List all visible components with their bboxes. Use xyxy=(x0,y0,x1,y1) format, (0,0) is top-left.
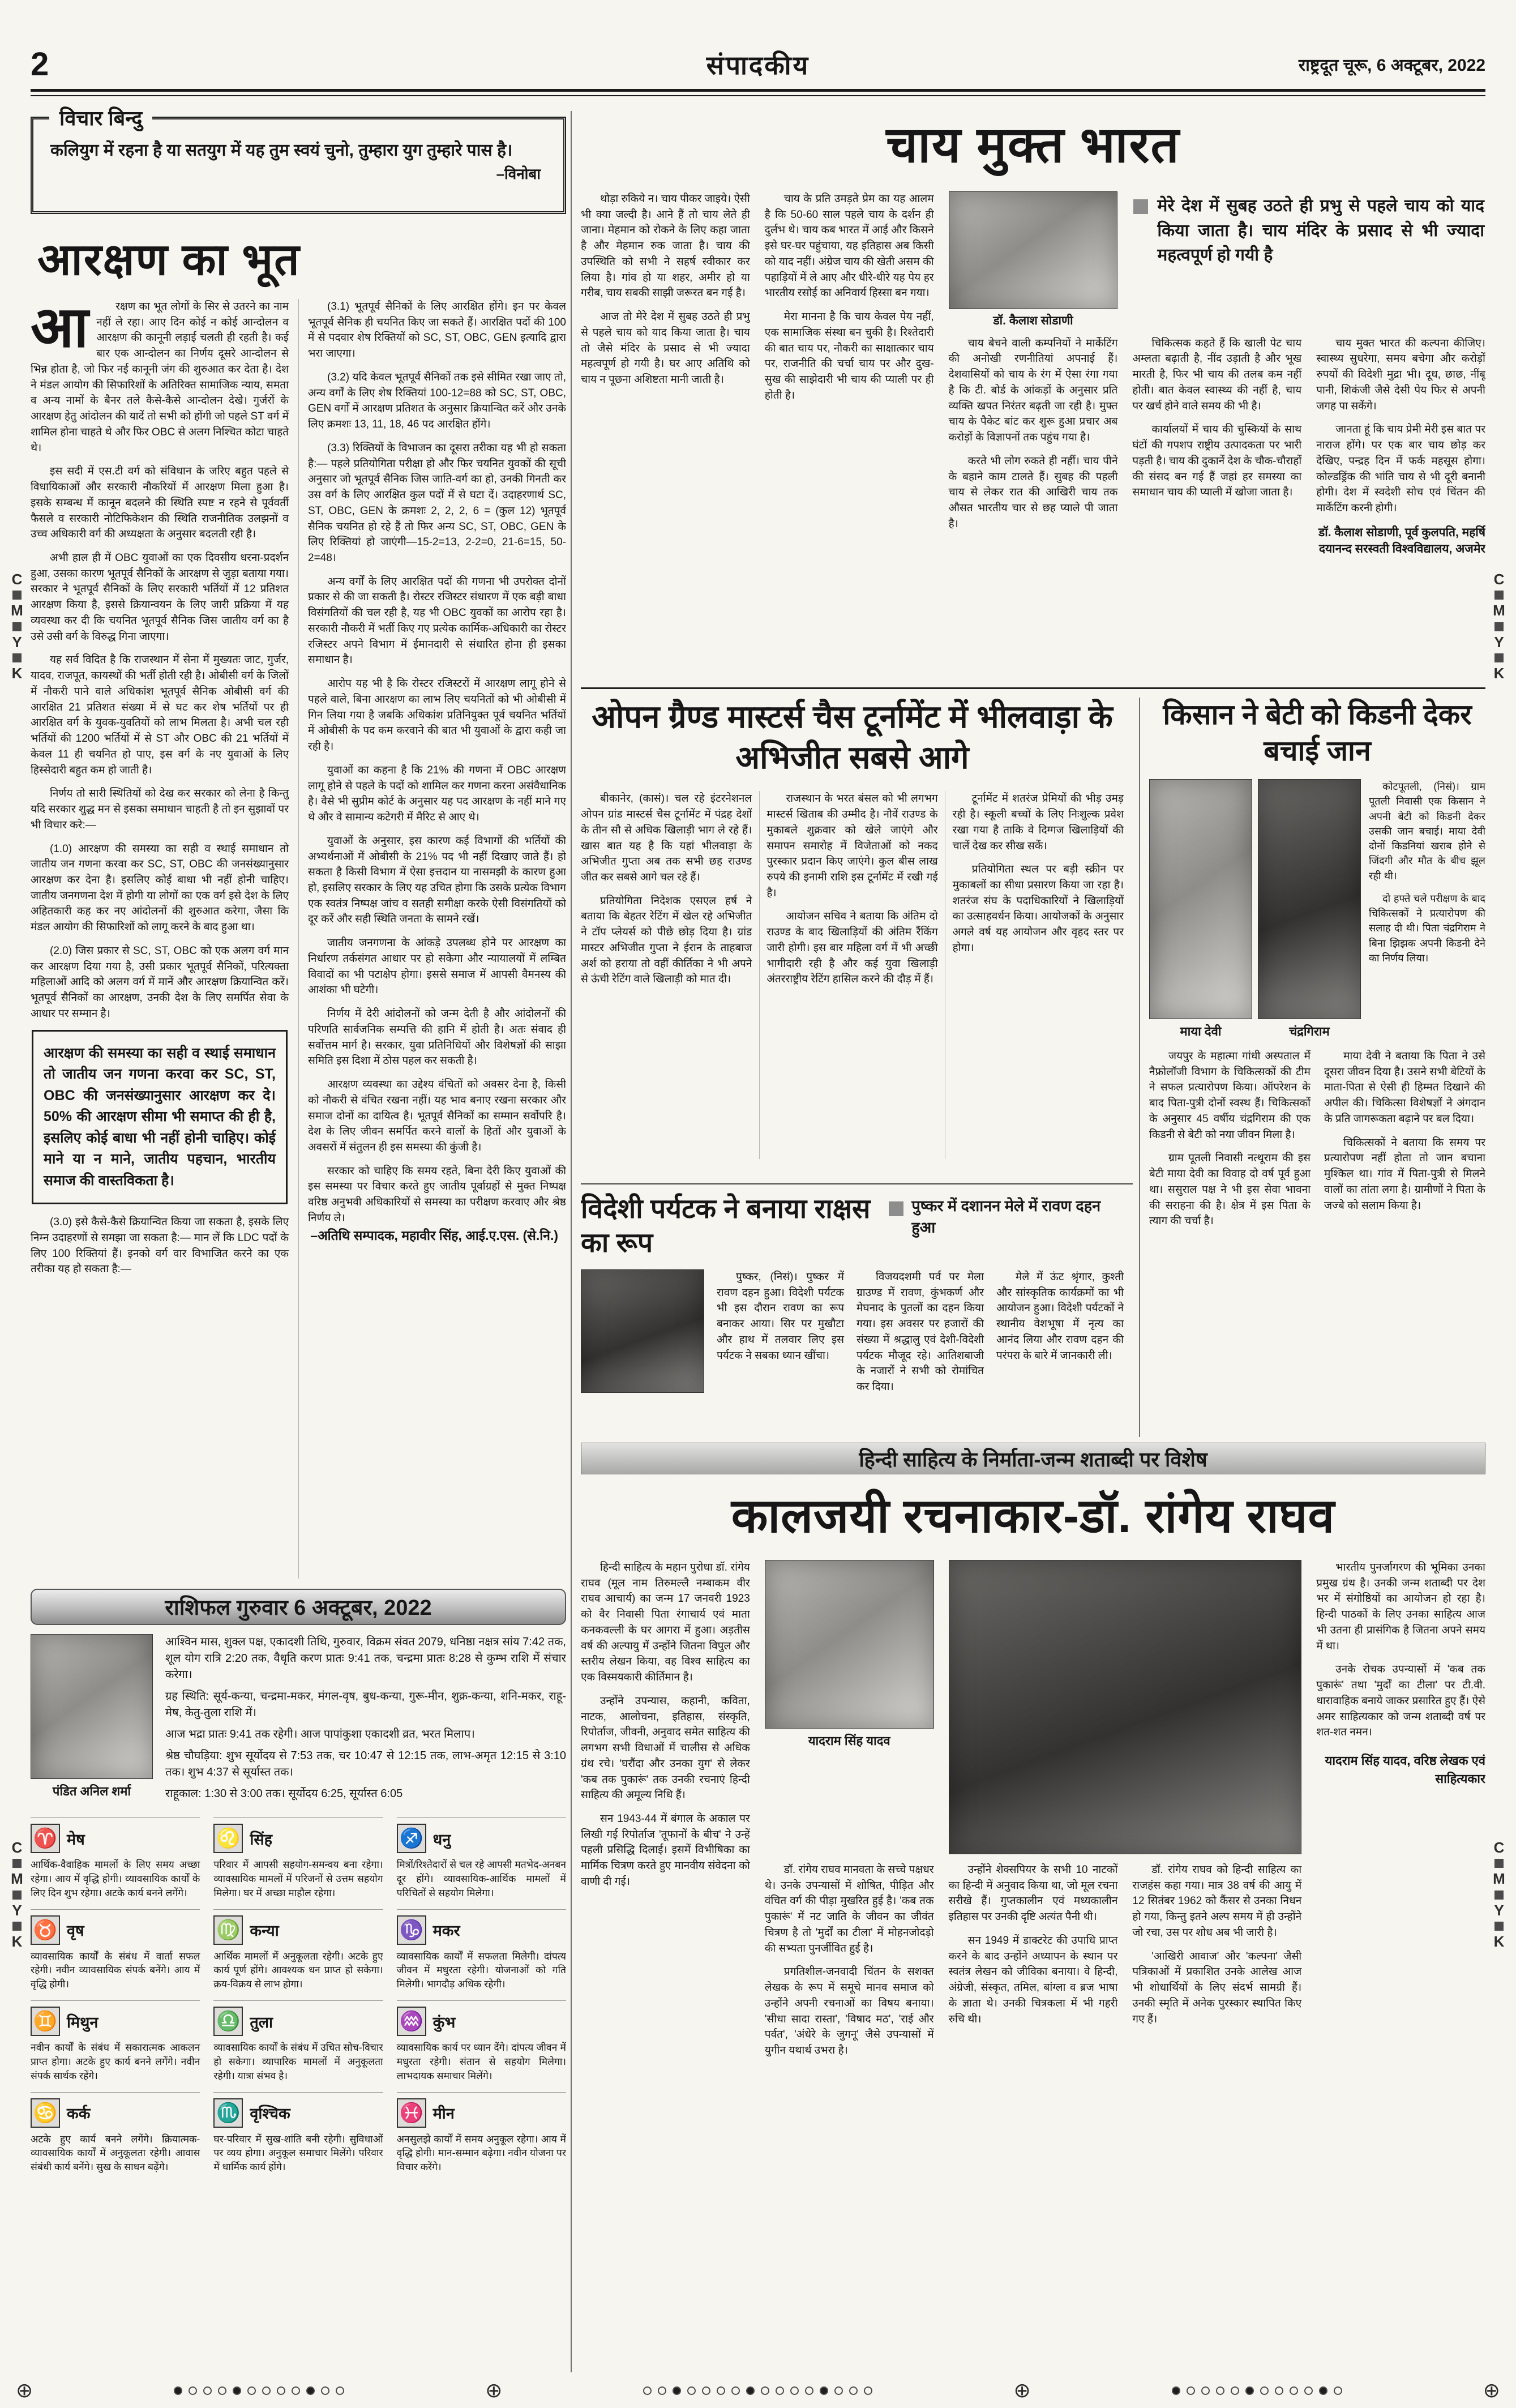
rashifal-intro xyxy=(165,1634,566,1807)
color-dot xyxy=(1319,2386,1327,2395)
color-dot xyxy=(233,2386,241,2395)
color-dot xyxy=(247,2386,256,2395)
zodiac-text: आर्थिक-वैवाहिक मामलों के लिए समय अच्छा रहेगा। आय में वृद्धि होगी। व्यावसायिक कार्यों के लिए दिन शुभ रहेगा। अटके कार्य बनने लगेंगे। xyxy=(31,1859,200,1898)
zodiac-icon: ♏ xyxy=(213,2098,243,2128)
color-dot xyxy=(776,2386,784,2395)
maya-devi-figure xyxy=(1149,779,1252,1040)
zodiac-cell xyxy=(31,1909,200,1992)
zodiac-cell xyxy=(213,1909,383,1992)
cmyk-letter: M xyxy=(11,602,23,619)
zodiac-text: परिवार में आपसी सहयोग-समन्वय बना रहेगा। व्यावसायिक मामलों में परिजनों से उत्तम सहयोग मिलेगा। घर में अच्छा माहौल रहेगा। xyxy=(213,1859,383,1898)
zodiac-text: आर्थिक मामलों में अनुकूलता रहेगी। अटके हुए कार्य पूर्ण होंगे। आवश्यक धन प्राप्त हो सकेगा। क्रय-विक्रय से लाभ होगा। xyxy=(213,1950,383,1990)
paragraph: भारतीय पुनर्जागरण की भूमिका उनका प्रमुख ग्रंथ है। उनकी जन्म शताब्दी पर देश भर में संगोष्ठियों का आयोजन हो रहा है। हिन्दी पाठकों के लिए उनका साहित्य आज भी उतना ही प्रासंगिक है जितना अपने समय में था। xyxy=(1316,1562,1485,1652)
zodiac-text: अनसुलझे कार्यों में समय अनुकूल रहेगा। आय में वृद्धि होगी। मान-सम्मान बढ़ेगा। नवीन योजना पर विचार करेंगे। xyxy=(396,2133,566,2173)
masthead xyxy=(31,40,1485,92)
paragraph: राजस्थान के भरत बंसल को भी लगभग मास्टर्स खिताब की उम्मीद है। नौवें राउण्ड के मुकाबले शुक्रवार को खेले जाएंगे और समापन समारोह में विजेताओं को नकद पुरस्कार प्रदान किए जाएंगे। कुल बीस लाख रुपये की इनामी राशि इस टूर्नामेंट में रखी गई है। xyxy=(766,793,938,899)
maya-devi-photo xyxy=(1149,779,1252,1019)
kidney-headline: किसान ने बेटी को किडनी देकर बचाई जान xyxy=(1163,699,1472,767)
zodiac-icon: ♉ xyxy=(31,1915,60,1945)
vichar-author: –विनोबा xyxy=(496,165,541,182)
chandgiram-photo xyxy=(1258,779,1361,1019)
color-dot xyxy=(1201,2386,1210,2395)
cmyk-letter: K xyxy=(1493,664,1505,682)
rangeya-col-1 xyxy=(581,1560,750,2357)
paragraph: युवाओं के अनुसार, इस कारण कई विभागों की भर्तियों की अभ्यर्थनाओं में ओबीसी के 21% पद भी नहीं दिखाए जाते हैं। हो सकता है किसी विभाग में ऐसा इत्तदान या नासमझी के कारण हुआ हो, इसलिए सरकार के लिए यह उचित होगा कि उसके प्रत्येक विभाग एक स्वतंत्र निष्पक्ष जांच व सतही समीक्षा करके ऐसी विसंगतियों को दूर करें और सही स्थिति जनता के सामने रखें। xyxy=(308,835,566,926)
color-dot xyxy=(1216,2386,1224,2395)
dot-group xyxy=(1172,2386,1342,2395)
paragraph: 'आखिरी आवाज' और 'कल्पना' जैसी पत्रिकाओं में प्रकाशित उनके आलेख आज भी शोधार्थियों के लिए संदर्भ सामग्री हैं। उनकी स्मृति में अनेक पुरस्कार स्थापित किए गए हैं। xyxy=(1132,1950,1302,2025)
article-chess xyxy=(581,696,1133,1181)
zodiac-name: सिंह xyxy=(250,1830,272,1848)
paragraph: (3.1) भूतपूर्व सैनिकों के लिए आरक्षित होंगे। इन पर केवल भूतपूर्व सैनिक ही चयनित किए जा सकते हैं। आरक्षित पदों की 100 में से पदवार शेष रिक्तियों को SC, ST, OBC, GEN इत्यादि द्वारा भरा जाएगा। xyxy=(308,301,566,360)
paragraph: निर्णय में देरी आंदोलनों को जन्म देती है और आंदोलनों की परिणति सार्वजनिक सम्पत्ति की हानि में होती है। अतः संवाद ही सर्वोत्तम मार्ग है। सरकार, युवा प्रतिनिधियों और विशेषज्ञों की साझा समिति इस दिशा में ठोस पहल कर सकती है। xyxy=(308,1008,566,1067)
color-dot xyxy=(643,2386,652,2395)
print-color-strip xyxy=(0,2377,1516,2404)
chai-col-5 xyxy=(1316,336,1485,682)
section-title: संपादकीय xyxy=(706,50,810,80)
zodiac-cell xyxy=(213,1817,383,1900)
zodiac-text: नवीन कार्यों के संबंध में सकारात्मक आकलन प्राप्त होगा। अटके हुए कार्य बनने लगेंगे। नवीन संपर्क सार्थक रहेंगे। xyxy=(31,2042,200,2081)
paragraph: चिकित्सकों ने बताया कि समय पर प्रत्यारोपण नहीं होता तो जान बचाना मुश्किल था। गांव में पिता-पुत्री से मिलने वालों का तांता लगा है। ग्रामीणों ने पिता के जज्बे को सलाम किया है। xyxy=(1324,1136,1485,1212)
paragraph: मेले में ऊंट श्रृंगार, कुश्ती और सांस्कृतिक कार्यक्रमों का भी आयोजन हुआ। विदेशी पर्यटकों ने स्थानीय वेशभूषा में नृत्य का आनंद लिया और रावण दहन की परंपरा के बारे में जानकारी ली। xyxy=(996,1271,1124,1362)
aarakshan-intro xyxy=(31,299,289,1022)
paragraph: करते भी लोग रुकते ही नहीं। चाय पीने के बहाने काम टालते हैं। सुबह की पहली चाय से लेकर रात की आखिरी चाय तक औसत भारतीय चार से छह प्याले पी जाता है। xyxy=(948,455,1118,530)
paragraph: यह सर्व विदित है कि राजस्थान में सेना में मुख्यतः जाट, गुर्जर, यादव, राजपूत, कायस्थों की भर्ती होती रही है। ओबीसी वर्ग के जिलों में नौकरी पाने वाले अधिकांश भूतपूर्व सैनिक ओबीसी वर्ग की आरक्षित 21 प्रतिशत संख्या में से घट कर शेष भर्तियों पर ही आरक्षित वर्ग के युवक-युवतियों को लाभ मिलता है। अभी चल रही भर्तियों की 1200 भर्तियों में से ST और OBC की 21 भर्तियों में केवल 11 ही चयनित हो पाए, इस वर्ग के नए युवाओं के लिए हिस्सेदारी बहुत कम हो जाती है। xyxy=(31,654,289,776)
zodiac-icon: ♋ xyxy=(31,2098,60,2128)
chai-col-3 xyxy=(949,336,1118,682)
rangeya-col-5 xyxy=(1316,1560,1485,2357)
color-dot xyxy=(1275,2386,1283,2395)
paragraph: ग्राम पूतली निवासी नत्थूराम की इस बेटी माया देवी का विवाह दो वर्ष पूर्व हुआ था। ससुराल पक्ष ने भी इस सेवा भावना की सराहना की है। क्षेत्र में इस पिता के त्याग की चर्चा है। xyxy=(1149,1152,1311,1227)
paragraph: (3.2) यदि केवल भूतपूर्व सैनिकों तक इसे सीमित रखा जाए तो, अन्य वर्गों के लिए शेष रिक्तियां 100-12=88 को SC, ST, OBC, GEN वर्गों में आरक्षण प्रतिशत के अनुसार क्रियान्वित करें और उनके लिए क्रमशः 13, 11, 18, 46 पद आरक्षित होंगे। xyxy=(308,371,566,431)
ravan-headline: विदेशी पर्यटक ने बनाया राक्षस का रूप xyxy=(581,1194,871,1258)
paragraph: ग्रह स्थिति: सूर्य-कन्या, चन्द्रमा-मकर, मंगल-वृष, बुध-कन्या, गुरू-मीन, शुक्र-कन्या, शनि-मकर, राहू-मेष, केतु-तुला राशि में। xyxy=(165,1690,566,1719)
paragraph: कार्यालयों में चाय की चुस्कियों के साथ घंटों की गपशप राष्ट्रीय उत्पादकता पर भारी पड़ती है। चाय की दुकानें देश के चौक-चौराहों की संसद बन गई हैं जहां हर समस्या का समाधान चाय की प्याली में खोजा जाता है। xyxy=(1132,424,1302,499)
paragraph: आश्विन मास, शुक्ल पक्ष, एकादशी तिथि, गुरुवार, विक्रम संवत 2079, धनिष्ठा नक्षत्र सांय 7:42 तक, शूल योग रात्रि 2:20 तक, वैधृति करण प्रातः 9:41 तक, चन्द्रमा प्रातः 8:28 से कुम्भ राशि में संचार करेगा। xyxy=(165,1636,566,1681)
paragraph: अन्य वर्गों के लिए आरक्षित पदों की गणना भी उपरोक्त दोनों प्रकार से की जा सकती है। रोस्टर रजिस्टर संधारण में एक बड़ी बाधा विसंगतियों की चल रही है, यह भी OBC युवकों का आरोप रहा है। सरकारी नौकरी में भर्ती किए गए प्रत्येक कार्मिक-अधिकारी का रोस्टर रजिस्टर अपने विभाग में ईमानदारी से संधारित होना ही इसका समाधान है। xyxy=(308,575,566,666)
paragraph: श्रेष्ठ चौघड़िया: शुभ सूर्योदय से 7:53 तक, चर 10:47 से 12:15 तक, लाभ-अमृत 12:15 से 3:10 तक। शुभ 4:37 से सूर्यास्त तक। xyxy=(165,1750,566,1778)
color-dot xyxy=(702,2386,710,2395)
chess-headline: ओपन ग्रैण्ड मास्टर्स चैस टूर्नामेंट में भीलवाड़ा के अभिजीत सबसे आगे xyxy=(592,699,1113,775)
chai-col-4 xyxy=(1132,336,1301,682)
zodiac-icon: ♑ xyxy=(397,1915,426,1945)
color-dot xyxy=(1231,2386,1239,2395)
zodiac-cell xyxy=(213,2092,383,2175)
chai-headline: चाय मुक्त भारत xyxy=(886,117,1180,173)
zodiac-icon: ♎ xyxy=(213,2007,243,2036)
zodiac-cell xyxy=(397,2000,566,2083)
paragraph: (3.0) इसे कैसे-कैसे क्रियान्वित किया जा सकता है, इसके लिए निम्न उदाहरणों से समझा जा सकता है:— मान लें कि LDC पदों के लिए 100 रिक्तियां हैं। इनको वर्ग वार विभाजित करने का एक तरीका यह हो सकता है:— xyxy=(31,1216,289,1276)
chandgiram-figure xyxy=(1258,779,1361,1040)
color-dot xyxy=(717,2386,725,2395)
kidney-side-column xyxy=(1369,779,1485,1040)
paragraph: आरोप यह भी है कि रोस्टर रजिस्टरों में आरक्षण लागू होने से पहले वाले, बिना आरक्षण का लाभ लिए चयनितों को भी ओबीसी में गिन लिया गया है जबकि अधिकांश प्रतिनियुक्त पूर्व चयनित भर्तियों में ओबीसी के पद कम करवाने की बात भी युवाओं के द्वारा कही जा रही है। xyxy=(308,678,566,753)
cmyk-letter: Y xyxy=(12,633,22,651)
zodiac-text: घर-परिवार में सुख-शांति बनी रहेगी। सुविधाओं पर व्यय होगा। अनुकूल समाचार मिलेंगे। परिवार में धार्मिक कार्य होंगे। xyxy=(213,2133,383,2173)
cmyk-letter: C xyxy=(1493,571,1505,588)
paragraph: आरक्षण व्यवस्था का उद्देश्य वंचितों को अवसर देना है, किसी को नौकरी से वंचित रखना नहीं। यह भाव बनाए रखना सरकार और समाज दोनों का दायित्व है। भूतपूर्व सैनिकों का सम्मान सर्वोपरि है। देश के लिए जीवन समर्पित करने वालों के हितों और युवाओं के अवसरों में संतुलन ही इस समस्या की कुंजी है। xyxy=(308,1079,566,1153)
pandit-caption: पंडित अनिल शर्मा xyxy=(52,1784,131,1798)
kidney-body xyxy=(1149,1049,1485,1377)
zodiac-name: मीन xyxy=(432,2105,455,2123)
pandit-photo-figure xyxy=(31,1634,153,1807)
color-dot xyxy=(262,2386,271,2395)
color-dot xyxy=(746,2386,755,2395)
color-dot xyxy=(321,2386,329,2395)
article-aarakshan xyxy=(31,228,566,1581)
color-dot xyxy=(1260,2386,1269,2395)
chai-sign-off: डॉ. कैलाश सोडाणी, पूर्व कुलपति, महर्षि दयानन्द सरस्वती विश्वविद्यालय, अजमेर xyxy=(1318,525,1485,556)
paragraph: सन 1949 में डाक्टरेट की उपाधि प्राप्त करने के बाद उन्होंने अध्यापन के स्थान पर स्वतंत्र लेखन को जीविका बनाया। वे हिन्दी, अंग्रेजी, संस्कृत, तमिल, बांग्ला व ब्रज भाषा के ज्ञाता थे। उनकी चित्रकला में भी गहरी रुचि थी। xyxy=(948,1934,1118,2025)
color-dot xyxy=(790,2386,799,2395)
paragraph: रक्षण का भूत लोगों के सिर से उतरने का नाम नहीं ले रहा। आए दिन कोई न कोई आन्दोलन व आरक्षण की कानूनी लड़ाई चलती ही रहती है। कई बार एक आन्दोलन का निर्णय दूसरे आन्दोलन से भिन्न होता है, जो फिर नई कानूनी जंग की शुरुआत कर देता है। देश ने मंडल आयोग की सिफारिशों के अतिरिक्त सामाजिक न्याय, समता व अन्य नामों के बैनर तले कैसे-कैसे आन्दोलन देखे। गुर्जरों के आरक्षण हेतु आंदोलन की यादें तो सभी को होंगी जो पहले ST वर्ग में शामिल होना चाहते थे और फिर OBC से अलग निश्चित कोटा चाहते थे। xyxy=(31,301,289,454)
paragraph: चाय के प्रति उमड़ते प्रेम का यह आलम है कि 50-60 साल पहले चाय के दर्शन ही दुर्लभ थे। चाय कब भारत में आई और किसने इसे घर-घर पहुंचाया, यह इतिहास अब किसी को याद नहीं। अंग्रेज चाय की खेती असम की पहाड़ियों में ले आए और धीरे-धीरे यह पेय हर भारतीय रसोई का अनिवार्य हिस्सा बन गया। xyxy=(764,193,934,300)
paragraph: जयपुर के महात्मा गांधी अस्पताल में नैफ्रोलॉजी विभाग के चिकित्सकों की टीम ने सफल प्रत्यारोपण किया। ऑपरेशन के बाद पिता-पुत्री दोनों स्वस्थ हैं। चिकित्सकों के अनुसार 45 वर्षीय चंद्रगिराम की एक किडनी से बेटी को नया जीवन मिला है। xyxy=(1149,1050,1311,1141)
kailash-sodani-photo xyxy=(949,191,1118,309)
paragraph: सरकार को चाहिए कि समय रहते, बिना देरी किए युवाओं की इस समस्या पर विचार करते हुए जातीय पूर्वाग्रहों से मुक्त निष्पक्ष वरिष्ठ अनुभवी अधिकारियों से समस्या का परीक्षण करवाए और श्रेष्ठ निर्णय ले। xyxy=(308,1165,566,1224)
aarakshan-byline: –अतिथि सम्पादक, महावीर सिंह, आई.ए.एस. (से.नि.) xyxy=(310,1227,558,1243)
zodiac-name: वृष xyxy=(67,1922,84,1940)
column-rule-main xyxy=(571,111,572,2372)
color-dot xyxy=(1245,2386,1254,2395)
color-dot xyxy=(218,2386,226,2395)
color-dot xyxy=(1187,2386,1195,2395)
zodiac-text: व्यावसायिक कार्यों के संबंध में उचित सोच-विचार हो सकेगा। व्यापारिक मामलों में अनुकूलता रहेगी। यात्रा संभव है। xyxy=(213,2042,383,2081)
paragraph: माया देवी ने बताया कि पिता ने उसे दूसरा जीवन दिया है। उसने सभी बेटियों के माता-पिता से ऐसी ही हिम्मत दिखाने की अपील की। चिकित्सा विशेषज्ञों ने अंगदान के प्रति जागरूकता बढ़ाने पर बल दिया। xyxy=(1324,1050,1485,1125)
article-kidney xyxy=(1149,696,1485,1436)
zodiac-cell xyxy=(31,2000,200,2083)
cmyk-letter: K xyxy=(11,1932,23,1950)
paragraph: प्रगतिशील-जनवादी चिंतन के सशक्त लेखक के रूप में समूचे मानव समाज को उन्होंने अपनी रचनाओं का विषय बनाया। 'सीधा सादा रास्ता', 'विषाद मठ', 'राई और पर्वत', 'अंधेरे के जुगनू' जैसे उपन्यासों में युगीन यथार्थ उभरा है। xyxy=(764,1966,934,2057)
paragraph: निर्णय तो सारी स्थितियों को देख कर सरकार को लेना है किन्तु यदि सरकार शुद्ध मन से इसका समाधान चाहती है तो इन सुझावों पर भी विचार करे:— xyxy=(31,788,289,831)
chandgiram-caption: चंद्रगिराम xyxy=(1289,1024,1330,1038)
aarakshan-headline: आरक्षण का भूत xyxy=(37,234,301,284)
color-dot xyxy=(174,2386,182,2395)
registration-mark-icon: ⊕ xyxy=(16,2379,33,2402)
aarakshan-highlight-box: आरक्षण की समस्या का सही व स्थाई समाधान तो जातीय जन गणना करवा कर SC, ST, OBC की जनसंख्यानुसार आरक्षण कर दे। 50% की आरक्षण सीमा भी समाप्त की ही है, इसलिए कोई बाधा भी नहीं होनी चाहिए। कोई माने या न माने, जातीय पहचान, भारतीय समाज की वास्तविकता है। xyxy=(32,1030,288,1205)
zodiac-name: कन्या xyxy=(250,1922,279,1940)
paragraph: डॉ. रांगेय राघव मानवता के सच्चे पक्षधर थे। उनके उपन्यासों में शोषित, पीड़ित और वंचित वर्ग की पीड़ा मुखरित हुई है। 'कब तक पुकारूं' में नट जाति के जीवन का जीवंत चित्रण है तो 'मुर्दों का टीला' में मोहनजोदड़ो की सभ्यता पुनर्जीवित हुई है। xyxy=(764,1864,934,1954)
paragraph: मेरा मानना है कि चाय केवल पेय नहीं, एक सामाजिक संस्था बन चुकी है। रिश्तेदारी की बात चाय पर, नौकरी का साक्षात्कार चाय पर, राजनीति की चर्चा चाय पर और दुख-सुख की साझेदारी भी चाय की प्याली पर ही होती है। xyxy=(764,311,934,401)
chai-col-1 xyxy=(581,191,750,682)
cmyk-letter: C xyxy=(11,571,23,588)
dot-group xyxy=(643,2386,872,2395)
color-dot xyxy=(864,2386,872,2395)
maya-devi-caption: माया देवी xyxy=(1180,1024,1222,1038)
dot-group xyxy=(174,2386,344,2395)
zodiac-icon: ♊ xyxy=(31,2007,60,2036)
zodiac-icon: ♈ xyxy=(31,1824,60,1853)
vichar-quote: कलियुग में रहना है या सतयुग में यह तुम स्वयं चुनो, तुम्हारा युग तुम्हारे पास है। xyxy=(50,141,513,160)
paragraph: जातीय जनगणना के आंकड़े उपलब्ध होने पर आरक्षण का निर्धारण तर्कसंगत आधार पर हो सकेगा और न्यायालयों में लम्बित विवादों का भी पटाक्षेप होगा। इससे समाज में आपसी वैमनस्य की आशंका भी घटेगी। xyxy=(308,937,566,996)
zodiac-icon: ♍ xyxy=(213,1915,243,1945)
pandit-photo xyxy=(31,1634,153,1779)
drop-cap: आ xyxy=(31,299,89,359)
cmyk-letter: M xyxy=(11,1870,23,1888)
paragraph: आयोजन सचिव ने बताया कि अंतिम दो राउण्ड के बाद खिलाड़ियों की अंतिम रैंकिंग जारी होगी। इस बार महिला वर्ग में भी अच्छी भागीदारी रही है और कई युवा खिलाड़ी अंतरराष्ट्रीय रेटिंग हासिल करने की दौड़ में हैं। xyxy=(766,910,938,986)
ravan-body xyxy=(717,1269,1124,1421)
paragraph: टूर्नामेंट में शतरंज प्रेमियों की भीड़ उमड़ रही है। स्कूली बच्चों के लिए निःशुल्क प्रवेश रखा गया है ताकि वे दिग्गज खिलाड़ियों की चालें देख कर सीख सकें। xyxy=(952,793,1124,852)
column-rule-mid xyxy=(1139,698,1140,1437)
rashifal-title-bar: राशिफल गुरुवार 6 अक्टूबर, 2022 xyxy=(31,1589,566,1625)
paragraph: विजयदशमी पर्व पर मेला ग्राउण्ड में रावण, कुंभकर्ण और मेघनाद के पुतलों का दहन किया गया। इस अवसर पर हजारों की संख्या में श्रद्धालु एवं देशी-विदेशी पर्यटक मौजूद रहे। आतिशबाजी के नजारों ने सभी को रोमांचित कर दिया। xyxy=(857,1271,984,1393)
registration-mark-icon: ⊕ xyxy=(1013,2379,1031,2402)
cmyk-letter: M xyxy=(1493,602,1505,619)
zodiac-name: वृश्चिक xyxy=(250,2105,290,2123)
paragraph: चिकित्सक कहते हैं कि खाली पेट चाय अम्लता बढ़ाती है, नींद उड़ाती है और भूख मारती है, फिर भी चाय की तलब कम नहीं होती। बात केवल स्वास्थ्य की नहीं है, चाय पर खर्च होने वाले समय की भी है। xyxy=(1132,337,1302,412)
paragraph: (2.0) जिस प्रकार से SC, ST, OBC को एक अलग वर्ग मान कर आरक्षण दिया गया है, उसी प्रकार भूतपूर्व सैनिकों, परित्यक्ता महिलाओं आदि को अलग वर्ग में मानें और आरक्षण क्रियान्वित करें। भूतपूर्व सैनिकों का आरक्षण, उनकी देश के लिए समर्पित सेवा के आधार पर सम्मान है। xyxy=(31,944,289,1020)
paragraph: (3.3) रिक्तियों के विभाजन का दूसरा तरीका यह भी हो सकता है:— पहले प्रतियोगिता परीक्षा हो और फिर चयनित युवकों की सूची अनुसार जो भूतपूर्व सैनिक जिस जाति-वर्ग का हो, उनकी गिनती कर उस वर्ग के लिए आरक्षित कुल पदों में से घटा दें। उदाहरणार्थ SC, ST, OBC, GEN के क्रमशः 2, 2, 2, 6 = (कुल 12) भूतपूर्व सैनिक चयनित हो रहे हैं तो फिर अन्य SC, ST, OBC, GEN के लिए रिक्तियां हो जाएंगी—15-2=13, 2-2=0, 21-6=15, 50-2=48। xyxy=(308,442,566,564)
rangeya-col-3 xyxy=(949,1862,1118,2357)
paragraph: डॉ. रांगेय राघव को हिन्दी साहित्य का राजहंस कहा गया। मात्र 38 वर्ष की आयु में 12 सितंबर 1962 को कैंसर से उनका निधन हो गया, किन्तु इतने अल्प समय में ही उन्होंने जो रचा, उस पर शोध अब भी जारी है। xyxy=(1132,1864,1302,1939)
color-dot xyxy=(189,2386,197,2395)
rangeya-col-5-text xyxy=(1316,1560,1485,1740)
cmyk-letter: C xyxy=(1493,1839,1505,1856)
zodiac-text: व्यावसायिक कार्यों में सफलता मिलेगी। दांपत्य जीवन में मधुरता रहेगी। योजनाओं को गति मिलेगी। भागदौड़ अधिक रहेगी। xyxy=(396,1950,566,1990)
color-dot xyxy=(336,2386,344,2395)
cmyk-letter: Y xyxy=(1494,1901,1504,1919)
zodiac-name: धनु xyxy=(432,1830,451,1848)
paragraph: प्रतियोगिता निदेशक एसएल हर्ष ने बताया कि बेहतर रेटिंग में खेल रहे अभिजीत ने टॉप प्लेयर्स को पीछे छोड़ दिया है। ग्रांड मास्टर अभिजीत गुप्ता ने ईरान के ताहबाज अर्श को हराया तो वहीं कीर्तिका ने भी अपने से ऊंची रेटिंग वाले खिलाड़ी को मात दी। xyxy=(581,895,752,986)
paragraph: युवाओं का कहना है कि 21% की गणना में OBC आरक्षण लागू होने से पहले के पदों को शामिल कर गणना करना असंवैधानिक है। वैसे भी सुप्रीम कोर्ट के अनुसार यह पद आरक्षण के नहीं माने गए थे और वे सामान्य कटेगरी में मैरिट से आए थे। xyxy=(308,764,566,824)
paragraph: हिन्दी साहित्य के महान पुरोधा डॉ. रांगेय राघव (मूल नाम तिरुमल्लै नम्बाकम वीर राघव आचार्य) का जन्म 17 जनवरी 1923 को वैर निवासी पिता रंगाचार्य एवं माता कनकवल्ली के घर आगरा में हुआ। अड़तीस वर्ष की अल्पायु में उन्होंने जितना विपुल और स्तरीय लेखन किया, वह विश्व साहित्य का एक विस्मयकारी कीर्तिमान है। xyxy=(581,1562,750,1684)
tourist-mask-photo xyxy=(581,1269,704,1393)
rangeya-portrait-figure xyxy=(949,1560,1302,1854)
quote-square-icon xyxy=(889,1201,903,1216)
registration-mark-icon: ⊕ xyxy=(485,2379,503,2402)
zodiac-cell xyxy=(397,1909,566,1992)
color-dot xyxy=(834,2386,843,2395)
rangeya-col-4 xyxy=(1132,1862,1301,2357)
zodiac-name: मकर xyxy=(432,1922,460,1940)
zodiac-icon: ♒ xyxy=(397,2007,426,2036)
ravan-pull-quote-text: पुष्कर में दशानन मेले में रावण दहन हुआ xyxy=(911,1197,1101,1236)
yadram-figure xyxy=(765,1560,934,1855)
zodiac-cell xyxy=(397,1817,566,1900)
cmyk-letter: K xyxy=(1493,1932,1505,1950)
edition-dateline: राष्ट्रदूत चूरू, 6 अक्टूबर, 2022 xyxy=(1298,56,1486,75)
rashifal-section xyxy=(31,1589,566,2372)
color-dot xyxy=(673,2386,681,2395)
paragraph: उनके रोचक उपन्यासों में 'कब तक पुकारूं' तथा 'मुर्दों का टीला' पर टी.वी. धारावाहिक बनाये जाकर प्रसारित हुए हैं। ऐसे अमर साहित्यकार को जन्म शताब्दी वर्ष पर शत-शत नमन। xyxy=(1316,1663,1485,1739)
article-rangeya xyxy=(581,1481,1485,2371)
paragraph: बीकानेर, (कासं)। चल रहे इंटरनेशनल ओपन ग्रांड मास्टर्स चैस टूर्नामेंट में पंद्रह देशों के तीन सौ से अधिक खिलाड़ी भाग ले रहे हैं। खास बात यह है कि यहां भीलवाड़ा के अभिजीत गुप्ता अब तक सभी छह राउण्ड जीत कर सबसे आगे चल रहे हैं। xyxy=(581,793,752,884)
zodiac-icon: ♓ xyxy=(397,2098,426,2128)
color-dot xyxy=(820,2386,828,2395)
divider-under-chai xyxy=(581,687,1485,689)
rangeya-headline: कालजयी रचनाकार-डॉ. रांगेय राघव xyxy=(731,1489,1335,1542)
zodiac-cell xyxy=(213,2000,383,2083)
zodiac-text: व्यावसायिक कार्यों के संबंध में वार्ता सफल रहेगी। नवीन व्यावसायिक संपर्क बनेंगे। आय में वृद्धि होगी। xyxy=(31,1950,200,1990)
zodiac-name: कर्क xyxy=(67,2105,91,2123)
cmyk-mark xyxy=(5,572,29,681)
cmyk-letter: C xyxy=(11,1839,23,1856)
kailash-sodani-figure xyxy=(949,191,1118,330)
ravan-pull-quote xyxy=(889,1192,1124,1239)
divider-under-chess xyxy=(581,1183,1133,1184)
kailash-sodani-caption: डॉ. कैलाश सोडाणी xyxy=(993,314,1073,327)
article-ravan xyxy=(581,1192,1133,1436)
paragraph: दो हफ्ते चले परीक्षण के बाद चिकित्सकों ने प्रत्यारोपण की सलाह दी थी। पिता चंद्रगिराम ने बिना झिझक अपनी किडनी देने का निर्णय लिया। xyxy=(1369,892,1485,964)
rangeya-kicker-banner: हिन्दी साहित्य के निर्माता-जन्म शताब्दी पर विशेष xyxy=(581,1443,1485,1474)
chai-pull-quote xyxy=(1132,191,1485,336)
paragraph: पुष्कर, (निसं)। पुष्कर में रावण दहन हुआ। विदेशी पर्यटक भी इस दौरान रावण का रूप बनाकर आया। सिर पर मुखौटा और हाथ में तलवार लिए इस पर्यटक ने सबका ध्यान खींचा। xyxy=(717,1271,844,1362)
zodiac-name: मिथुन xyxy=(67,2013,99,2031)
zodiac-name: मेष xyxy=(67,1830,85,1848)
paragraph: उन्होंने उपन्यास, कहानी, कविता, नाटक, आलोचना, इतिहास, संस्कृति, रिपोर्ताज, जीवनी, अनुवाद समेत साहित्य की लगभग सभी विधाओं में चालीस से अधिक ग्रंथ रचे। 'घरौंदा और उनका युग' से लेकर 'कब तक पुकारूं' तक उनकी रचनाएं हिन्दी साहित्य की अमूल्य निधि हैं। xyxy=(581,1695,750,1802)
paragraph: चाय मुक्त भारत की कल्पना कीजिए। स्वास्थ्य सुधरेगा, समय बचेगा और करोड़ों रुपयों की विदेशी मुद्रा भी। दूध, छाछ, नींबू पानी, शिकंजी जैसे देसी पेय फिर से अपनी जगह पा सकेंगे। xyxy=(1316,337,1485,412)
paragraph: आज भद्रा प्रातः 9:41 तक रहेगी। आज पापांकुशा एकादशी व्रत, भरत मिलाप। xyxy=(165,1728,475,1740)
color-dot xyxy=(731,2386,740,2395)
aarakshan-body xyxy=(31,299,566,1579)
color-dot xyxy=(1290,2386,1298,2395)
zodiac-icon: ♐ xyxy=(397,1824,426,1853)
paragraph: उन्होंने शेक्सपियर के सभी 10 नाटकों का हिन्दी में अनुवाद किया था, जो मूल रचना सरीखे हैं। गुप्तकालीन एवं मध्यकालीन इतिहास पर उनकी दृष्टि अत्यंत पैनी थी। xyxy=(948,1864,1118,1923)
vichar-bindu-box xyxy=(31,106,566,214)
color-dot xyxy=(1304,2386,1313,2395)
cmyk-letter: K xyxy=(11,664,23,682)
registration-mark-icon: ⊕ xyxy=(1483,2379,1500,2402)
color-dot xyxy=(1334,2386,1342,2395)
paragraph: (1.0) आरक्षण की समस्या का सही व स्थाई समाधान तो जातीय जन गणना करवा कर SC, ST, OBC की जनसंख्यानुसार आरक्षण कर देना है। इसलिए कोई बाधा भी नहीं होनी चाहिए। जातीय जनगणना देश में होगी या लोगों का एक वर्ग इसे देश के लिए अहितकारी कह कर नए आंदोलनों की शुरुआत करेगा, जैसा कि मंडल आयोग की सिफारिशों को लागू करने के बाद हुआ था। xyxy=(31,842,289,934)
cmyk-letter: M xyxy=(1493,1870,1505,1888)
rangeya-portrait-photo xyxy=(949,1560,1302,1854)
paragraph: इस सदी में एस.टी वर्ग को संविधान के जरिए बहुत पहले से विधायिकाओं और सरकारी नौकरियों में आरक्षण मिला हुआ है। इसके सम्बन्ध में कानून बदलने की स्थिति स्पष्ट न रहने से पूर्ववर्ती फैसले व सरकारी नोटिफिकेशन की स्थिति राजनीतिक उलझनों व उच्च अधिकारी वर्ग की अध्यक्षता के अनुसार बदलती रही है। xyxy=(31,465,289,541)
cmyk-mark xyxy=(5,1840,29,1949)
zodiac-text: अटके हुए कार्य बनने लगेंगे। क्रियात्मक-व्यावसायिक कार्यों में अनुकूलता रहेगी। आवास संबंधी कार्य बनेंगे। सुख के साधन बढ़ेंगे। xyxy=(31,2133,200,2173)
chess-body xyxy=(581,791,1124,1159)
chai-col-2 xyxy=(765,191,934,682)
rangeya-byline: यादराम सिंह यादव, वरिष्ठ लेखक एवं साहित्यकार xyxy=(1325,1753,1485,1786)
color-dot xyxy=(277,2386,285,2395)
paragraph: चाय बेचने वाली कम्पनियों ने मार्केटिंग की अनोखी रणनीतियां अपनाई हैं। देशवासियों को चाय के रंग में ऐसा रंगा गया है कि टी. बोर्ड के आंकड़ों के अनुसार प्रति व्यक्ति खपत निरंतर बढ़ती जा रही है। मुफ्त चाय के पैकेट बांट कर शुरू हुआ प्रचार अब करोड़ों के विज्ञापनों तक पहुंच गया है। xyxy=(948,337,1118,444)
color-dot xyxy=(203,2386,212,2395)
color-dot xyxy=(849,2386,858,2395)
zodiac-icon: ♌ xyxy=(213,1824,243,1853)
color-dot xyxy=(687,2386,696,2395)
color-dot xyxy=(761,2386,769,2395)
vichar-bindu-title: विचार बिन्दु xyxy=(49,104,152,131)
cmyk-letter: Y xyxy=(12,1901,22,1919)
zodiac-name: कुंभ xyxy=(432,2013,456,2031)
color-dot xyxy=(1172,2386,1180,2395)
cmyk-mark xyxy=(1487,572,1511,681)
paragraph: कोटपूतली, (निसं)। ग्राम पूतली निवासी एक किसान ने अपनी बेटी को किडनी देकर उसकी जान बचाई। माया देवी दोनों किडनियां खराब होने से जिंदगी और मौत के बीच झूल रही थी। xyxy=(1369,781,1485,882)
color-dot xyxy=(306,2386,315,2395)
zodiac-text: मित्रों/रिश्तेदारों से चल रहे आपसी मतभेद-अनबन दूर होंगे। व्यावसायिक-आर्थिक मामलों में परिचितों से सहयोग मिलेगा। xyxy=(396,1859,566,1898)
zodiac-cell xyxy=(31,1817,200,1900)
zodiac-cell xyxy=(397,2092,566,2175)
cmyk-mark xyxy=(1487,1840,1511,1949)
quote-square-icon xyxy=(1133,199,1148,214)
yadram-caption: यादराम सिंह यादव xyxy=(808,1734,890,1748)
color-dot xyxy=(292,2386,300,2395)
zodiac-text: व्यावसायिक कार्य पर ध्यान देंगे। दांपत्य जीवन में मधुरता रहेगी। संतान से सहयोग मिलेगा। लाभदायक समाचार मिलेंगे। xyxy=(396,2042,566,2081)
page-number: 2 xyxy=(31,46,49,83)
paragraph: जानता हूं कि चाय प्रेमी मेरी इस बात पर नाराज होंगे। पर एक बार चाय छोड़ कर देखिए, पन्द्रह दिन में फर्क महसूस होगा। कोल्डड्रिंक की भांति चाय से भी दूरी बनानी होगी। देश में स्वदेशी सोच एवं चिंतन की मार्केटिंग करनी होगी। xyxy=(1316,424,1485,514)
paragraph: सन 1943-44 में बंगाल के अकाल पर लिखी गई रिपोर्ताज 'तूफानों के बीच' ने उन्हें पहली प्रसिद्धि दिलाई। इसमें विभीषिका का मार्मिक चित्रण करते हुए मानवीय संवेदना को वाणी दी गई। xyxy=(581,1813,750,1888)
article-chai-mukt-bharat xyxy=(581,109,1485,684)
chai-col-5-text xyxy=(1316,336,1485,516)
zodiac-name: तुला xyxy=(250,2013,273,2031)
paragraph: प्रतियोगिता स्थल पर बड़ी स्क्रीन पर मुकाबलों का सीधा प्रसारण किया जा रहा है। शतरंज संघ के पदाधिकारियों ने खिलाड़ियों का उत्साहवर्धन किया। आयोजकों के अनुसार अगले वर्ष यह आयोजन और वृहद स्तर पर होगा। xyxy=(952,863,1124,954)
color-dot xyxy=(805,2386,813,2395)
paragraph: आज तो मेरे देश में सुबह उठते ही प्रभु से पहले चाय को याद किया जाता है। चाय तो जैसे मंदिर के प्रसाद से भी ज्यादा महत्वपूर्ण हो गयी है। घर आए अतिथि को चाय न पूछना अशिष्टता मानी जाती है। xyxy=(581,311,750,386)
zodiac-cell xyxy=(31,2092,200,2175)
color-dot xyxy=(658,2386,666,2395)
yadram-photo xyxy=(765,1560,934,1729)
zodiac-grid xyxy=(31,1817,566,2174)
rangeya-col-2 xyxy=(765,1862,934,2357)
paragraph: थोड़ा रुकिये न। चाय पीकर जाइये। ऐसी भी क्या जल्दी है। आने हैं तो चाय लेते ही जाना। मेहमान को रोकने के लिए कहा जाता है और मेहमान रुक जाता है। चाय की उपस्थिति को सभी ने सहर्ष स्वीकार कर लिया है। गांव हो या शहर, अमीर हो या गरीब, चाय सबकी साझी जरूरत बन गई है। xyxy=(581,193,750,300)
chai-pull-quote-text: मेरे देश में सुबह उठते ही प्रभु से पहले चाय को याद किया जाता है। चाय मंदिर के प्रसाद से भी ज्यादा महत्वपूर्ण हो गयी है xyxy=(1157,196,1484,264)
cmyk-letter: Y xyxy=(1494,633,1504,651)
paragraph: राहूकाल: 1:30 से 3:00 तक। सूर्योदय 6:25, सूर्यास्त 6:05 xyxy=(165,1787,403,1800)
paragraph: अभी हाल ही में OBC युवाओं का एक दिवसीय धरना-प्रदर्शन हुआ, उसका कारण भूतपूर्व सैनिकों के आरक्षण से जुड़ा बताया गया। सरकार ने भूतपूर्व सैनिकों के लिए सरकारी भर्तियों में 12 प्रतिशत आरक्षण किया है, इससे क्रियान्वयन के लिए जारी प्रक्रिया में यह व्यवस्था कर दी कि चयनित भूतपूर्व सैनिक जिस जातीय वर्ग का है उसे उसी वर्ग के विरुद्ध गिना जाएगा। xyxy=(31,552,289,643)
